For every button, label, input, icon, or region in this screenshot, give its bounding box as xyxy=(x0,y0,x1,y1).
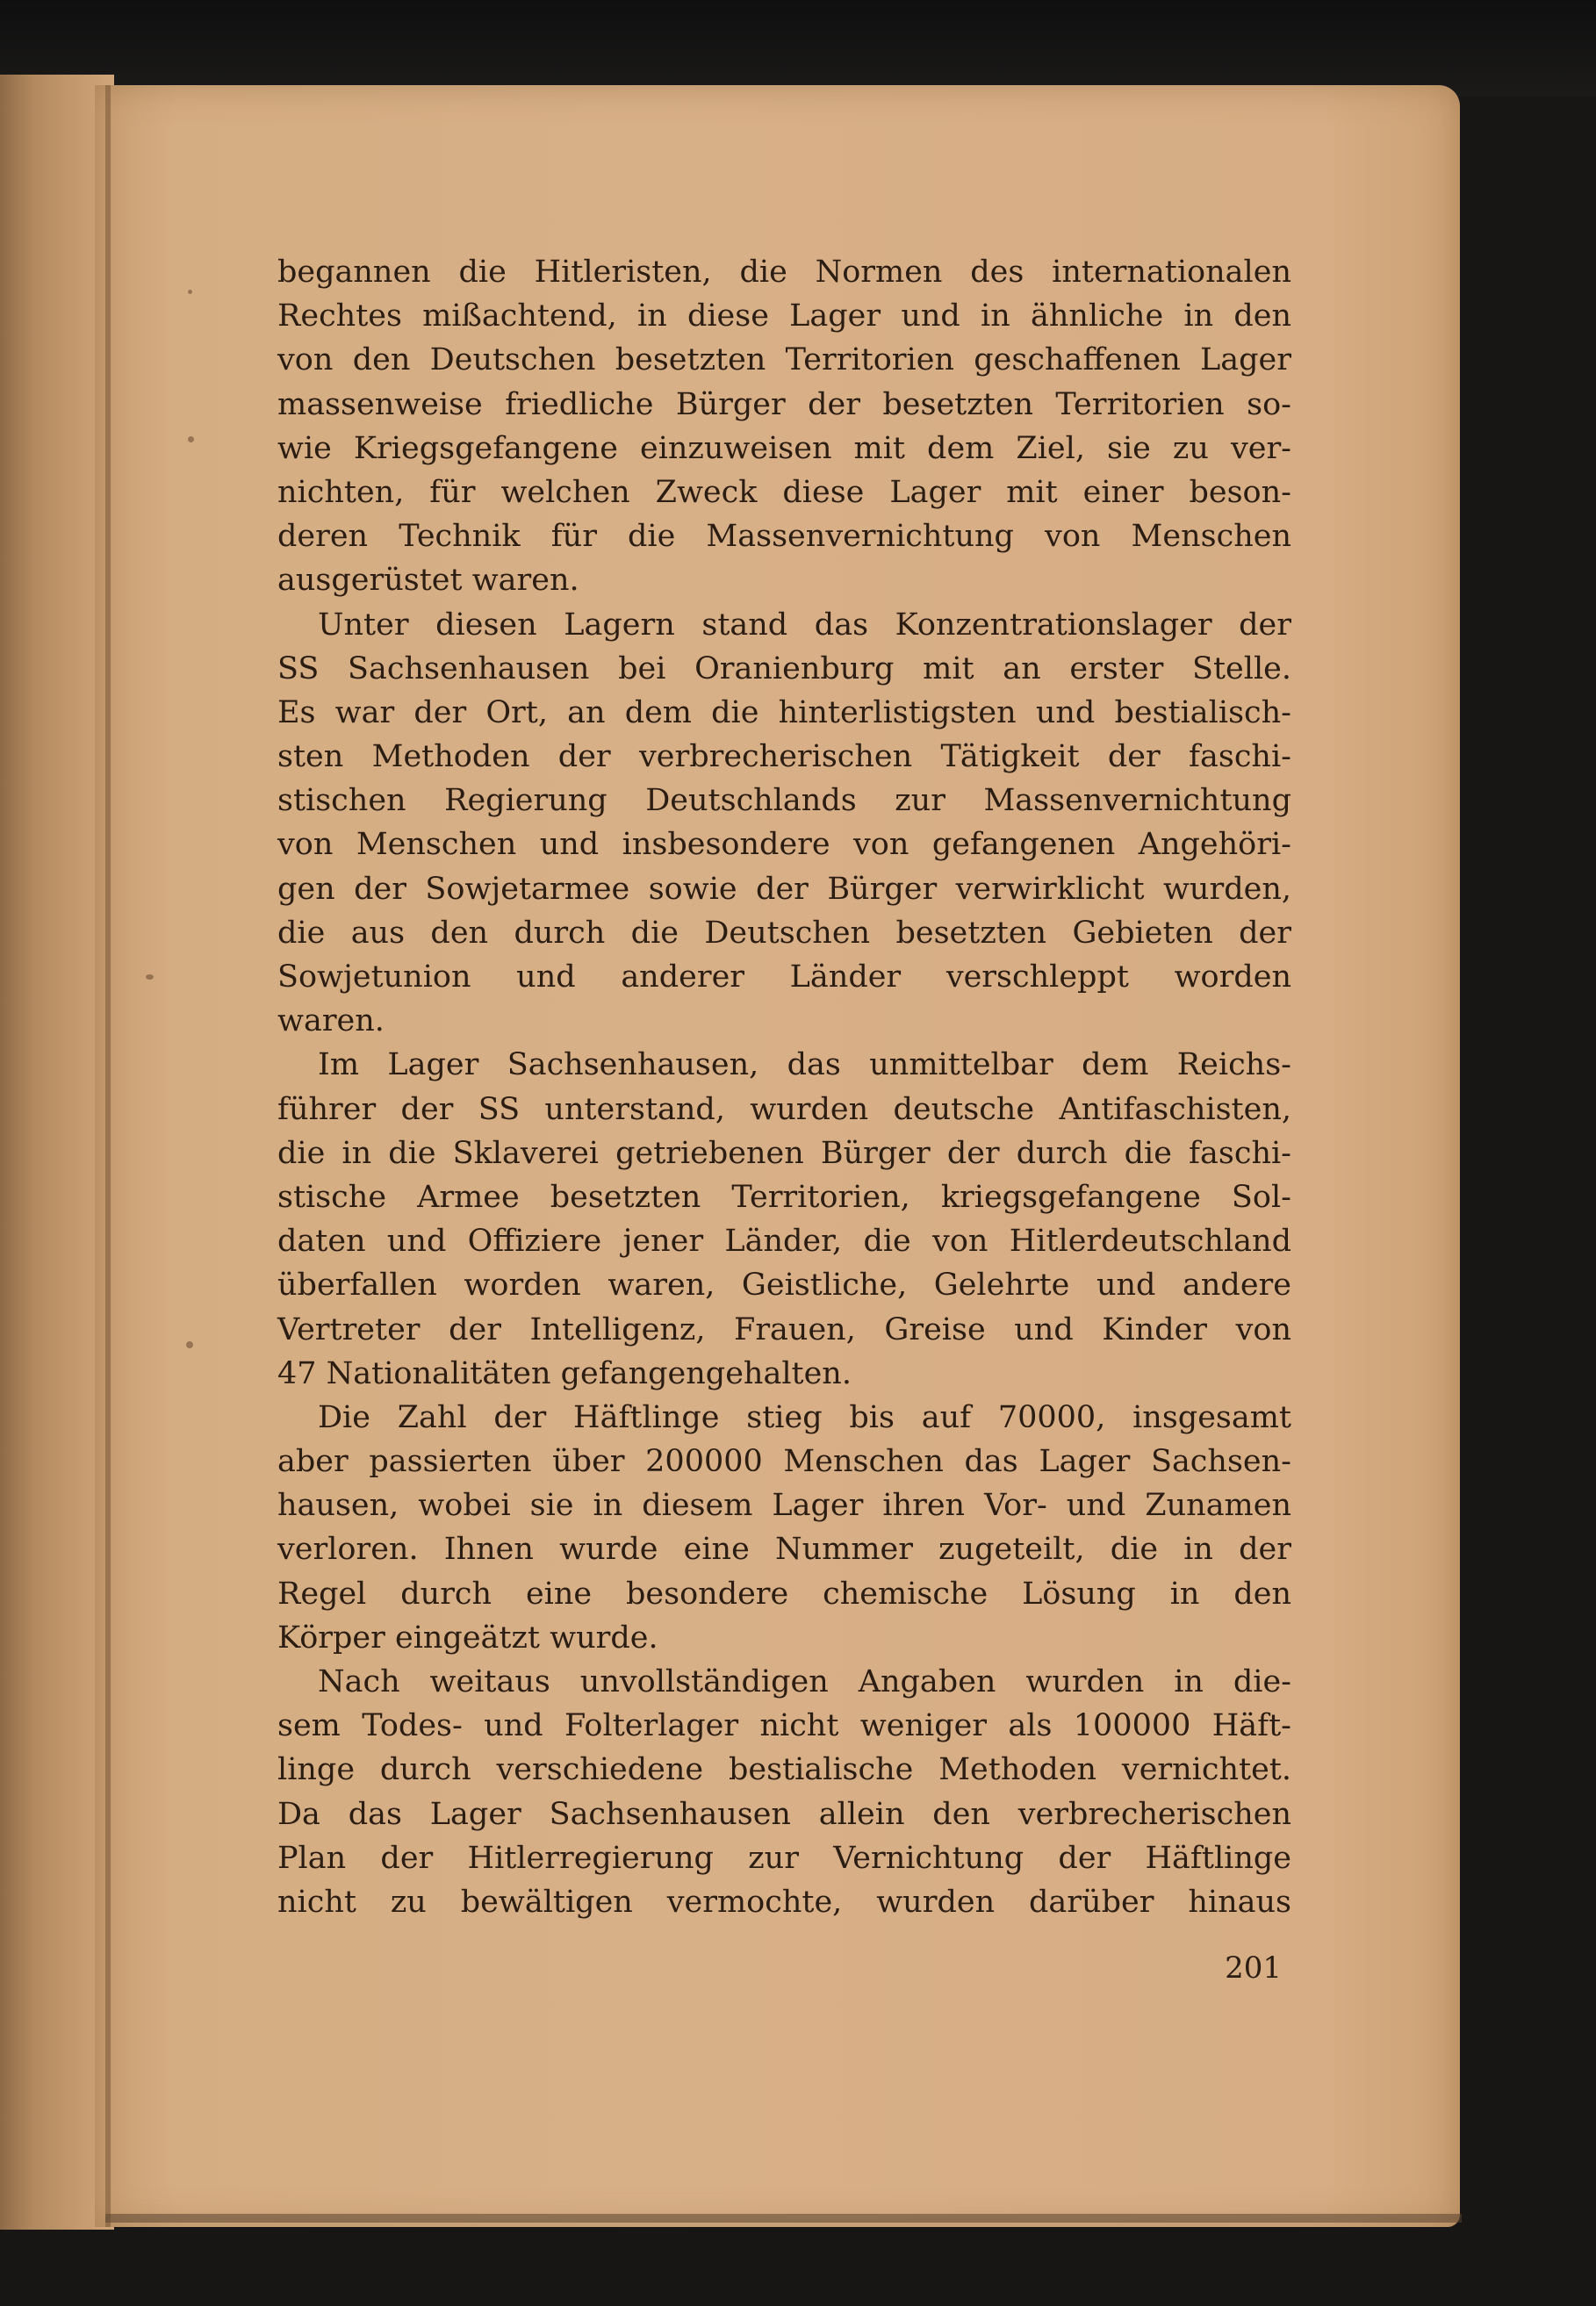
text-line: die in die Sklaverei getriebenen Bürger der durch die faschi- xyxy=(277,1135,1291,1171)
text-line: begannen die Hitleristen, die Normen des internationalen xyxy=(277,255,1291,290)
text-line: verloren. Ihnen wurde eine Nummer zugeteilt, die in der xyxy=(277,1532,1291,1568)
text-line: von den Deutschen besetzten Territorien geschaffenen Lager xyxy=(277,342,1291,378)
paper-stain xyxy=(186,1341,193,1348)
text-line: Sowjetunion und anderer Länder verschleppt worden xyxy=(277,959,1291,995)
background xyxy=(0,0,1596,97)
text-line: massenweise friedliche Bürger der besetzten Territorien so- xyxy=(277,386,1291,422)
paper-stain xyxy=(188,290,192,294)
text-line: SS Sachsenhausen bei Oranienburg mit an erster Stelle. xyxy=(277,650,1291,686)
text-line: Im Lager Sachsenhausen, das unmittelbar dem Reichs- xyxy=(318,1047,1291,1083)
text-line: linge durch verschiedene bestialische Methoden vernichtet. xyxy=(277,1752,1291,1788)
text-line: wie Kriegsgefangene einzuweisen mit dem Ziel, sie zu ver- xyxy=(277,430,1291,466)
page-number: 201 xyxy=(1225,1950,1282,1986)
text-line: führer der SS unterstand, wurden deutsche Antifaschisten, xyxy=(277,1091,1291,1127)
text-line: Körper eingeätzt wurde. xyxy=(277,1620,658,1656)
text-line: aber passierten über 200000 Menschen das Lager Sachsen- xyxy=(277,1444,1291,1480)
body-text xyxy=(277,250,1291,1924)
text-line: von Menschen und insbesondere von gefangenen Angehöri- xyxy=(277,827,1291,863)
text-line: sten Methoden der verbrecherischen Tätigkeit der faschi- xyxy=(277,739,1291,775)
text-line: hausen, wobei sie in diesem Lager ihren Vor- und Zunamen xyxy=(277,1488,1291,1524)
text-line: überfallen worden waren, Geistliche, Gelehrte und andere xyxy=(277,1268,1291,1304)
text-line: nichten, für welchen Zweck diese Lager mit einer beson- xyxy=(277,474,1291,510)
page-bottom-edge xyxy=(105,2214,1462,2223)
paper-stain xyxy=(146,974,154,980)
text-line: Die Zahl der Häftlinge stieg bis auf 70000, insgesamt xyxy=(318,1399,1291,1435)
text-line: ausgerüstet waren. xyxy=(277,563,579,599)
page-spine xyxy=(105,85,111,2227)
text-line: Unter diesen Lagern stand das Konzentrationslager der xyxy=(318,607,1291,643)
text-line: Da das Lager Sachsenhausen allein den verbrecherischen xyxy=(277,1796,1291,1832)
text-line: die aus den durch die Deutschen besetzten Gebieten der xyxy=(277,915,1291,951)
text-line: deren Technik für die Massenvernichtung von Menschen xyxy=(277,519,1291,555)
text-line: daten und Offiziere jener Länder, die von Hitlerdeutschland xyxy=(277,1224,1291,1260)
paper-stain xyxy=(188,436,194,442)
text-line: Plan der Hitlerregierung zur Vernichtung der Häftlinge xyxy=(277,1840,1291,1876)
text-line: nicht zu bewältigen vermochte, wurden darüber hinaus xyxy=(277,1884,1291,1920)
text-line: 47 Nationalitäten gefangengehalten. xyxy=(277,1355,852,1391)
text-line: gen der Sowjetarmee sowie der Bürger verwirklicht wurden, xyxy=(277,871,1291,907)
text-line: Nach weitaus unvollständigen Angaben wurden in die- xyxy=(318,1664,1291,1699)
text-line: waren. xyxy=(277,1003,385,1039)
text-line: Regel durch eine besondere chemische Lösung in den xyxy=(277,1576,1291,1612)
text-line: Vertreter der Intelligenz, Frauen, Greise und Kinder von xyxy=(277,1311,1291,1347)
text-line: Es war der Ort, an dem die hinterlistigsten und bestialisch- xyxy=(277,694,1291,730)
text-line: stischen Regierung Deutschlands zur Massenvernichtung xyxy=(277,783,1291,819)
text-line: Rechtes mißachtend, in diese Lager und in ähnliche in den xyxy=(277,298,1291,334)
text-line: sem Todes- und Folterlager nicht weniger als 100000 Häft- xyxy=(277,1708,1291,1744)
text-line: stische Armee besetzten Territorien, kriegsgefangene Sol- xyxy=(277,1179,1291,1215)
